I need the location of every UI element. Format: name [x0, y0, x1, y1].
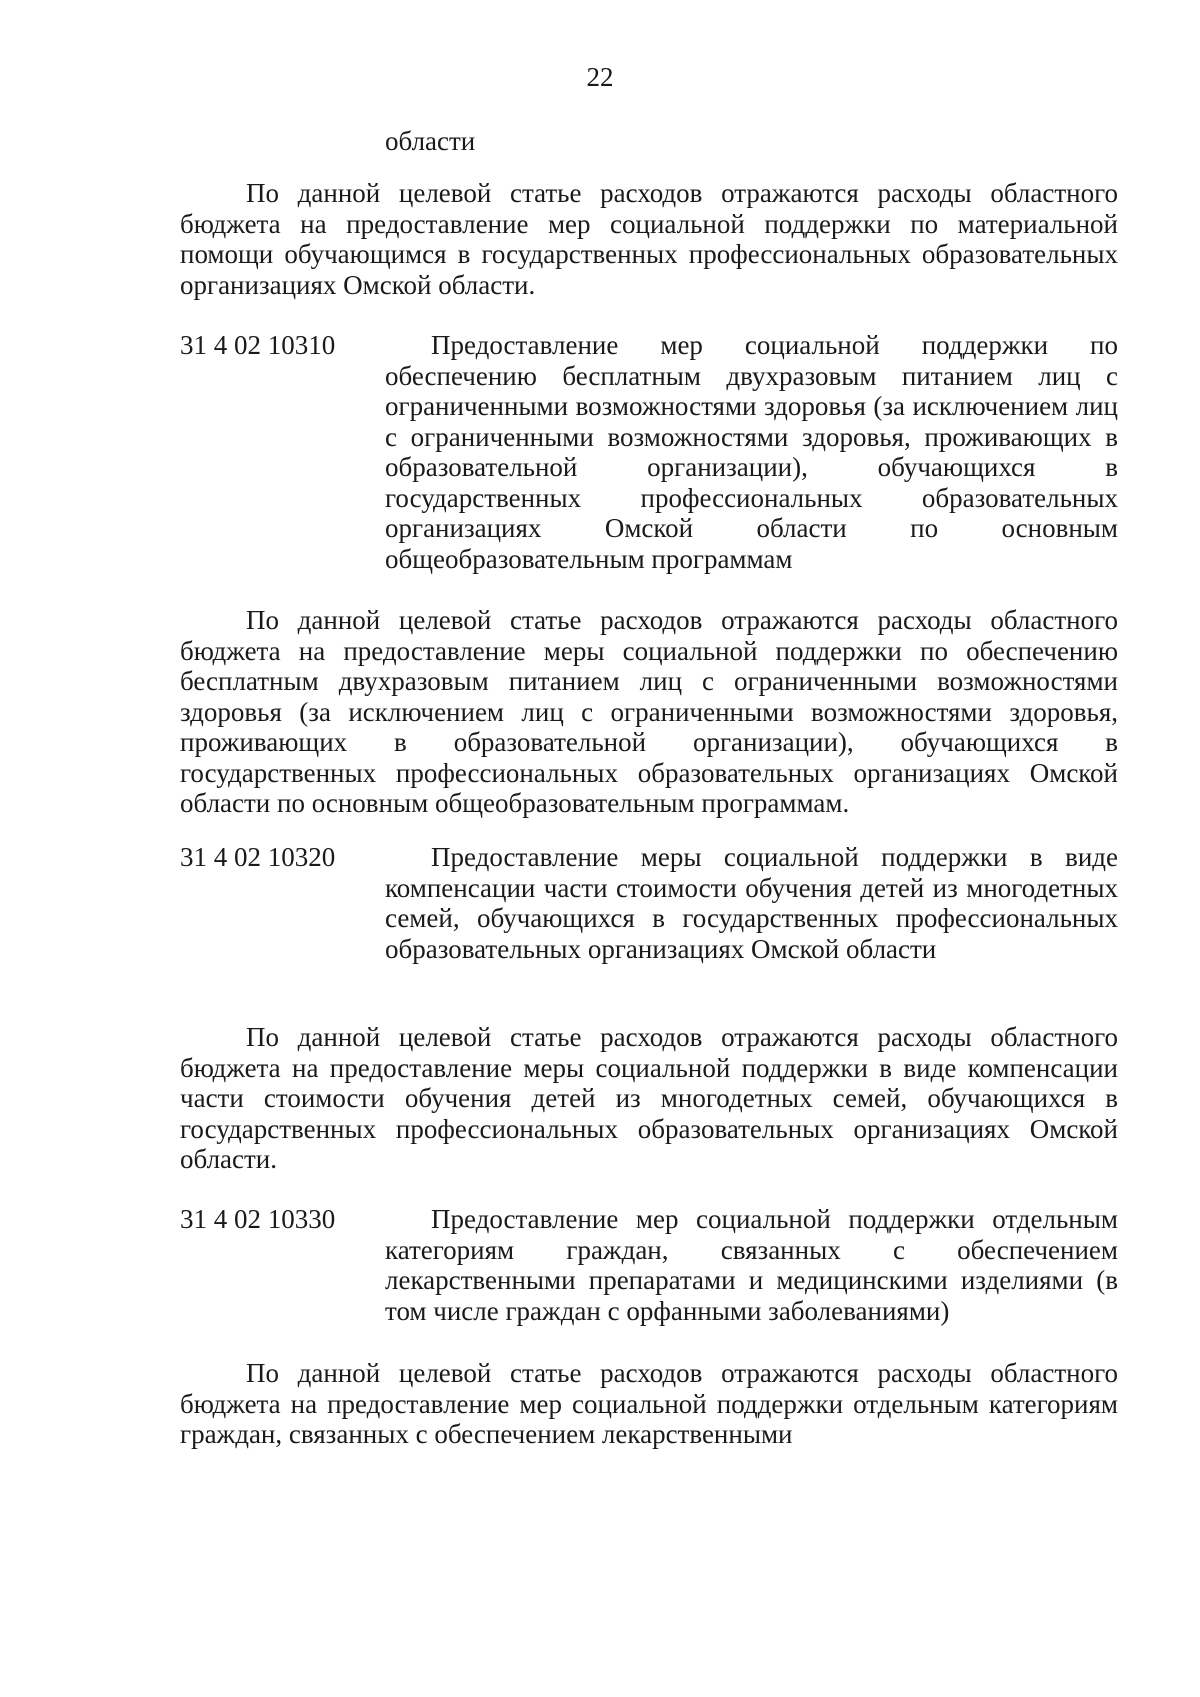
paragraph: По данной целевой статье расходов отражаются расходы областного бюджета на предоставление мер социальной поддержки по материальной помощи обучающимся в государственных профессиональных образовательных организациях Омской области.: [180, 178, 1118, 300]
paragraph: По данной целевой статье расходов отражаются расходы областного бюджета на предоставление мер социальной поддержки отдельным категориям граждан, связанных с обеспечением лекарственными: [180, 1358, 1118, 1449]
entry-title: Предоставление мер социальной поддержки по обеспечению бесплатным двухразовым питанием лиц с ограниченными возможностями здоровья (за исключением лиц с ограниченными возможностями здоровья, проживающих в образовательной организации), обучающихся в государственных профессиональных образовательных организациях Омской области по основным общеобразовательным программам: [385, 330, 1118, 574]
entry-code: 31 4 02 10320: [180, 842, 336, 872]
paragraph: По данной целевой статье расходов отражаются расходы областного бюджета на предоставление меры социальной поддержки в виде компенсации части стоимости обучения детей из многодетных семей, обучающихся в государственных профессиональных образовательных организациях Омской области.: [180, 1022, 1118, 1174]
entry-title: Предоставление меры социальной поддержки в виде компенсации части стоимости обучения детей из многодетных семей, обучающихся в государственных профессиональных образовательных организациях Омской области: [385, 842, 1118, 964]
entry-code: 31 4 02 10310: [180, 330, 336, 360]
continuation-text: области: [385, 126, 476, 156]
page-number: 22: [586, 62, 614, 92]
entry-title: Предоставление мер социальной поддержки отдельным категориям граждан, связанных с обеспечением лекарственными препаратами и медицинскими изделиями (в том числе граждан с орфанными заболеваниями): [385, 1204, 1118, 1326]
paragraph: По данной целевой статье расходов отражаются расходы областного бюджета на предоставление меры социальной поддержки по обеспечению бесплатным двухразовым питанием лиц с ограниченными возможностями здоровья (за исключением лиц с ограниченными возможностями здоровья, проживающих в образовательной организации), обучающихся в государственных профессиональных образовательных организациях Омской области по основным общеобразовательным программам.: [180, 605, 1118, 818]
entry-code: 31 4 02 10330: [180, 1204, 336, 1234]
